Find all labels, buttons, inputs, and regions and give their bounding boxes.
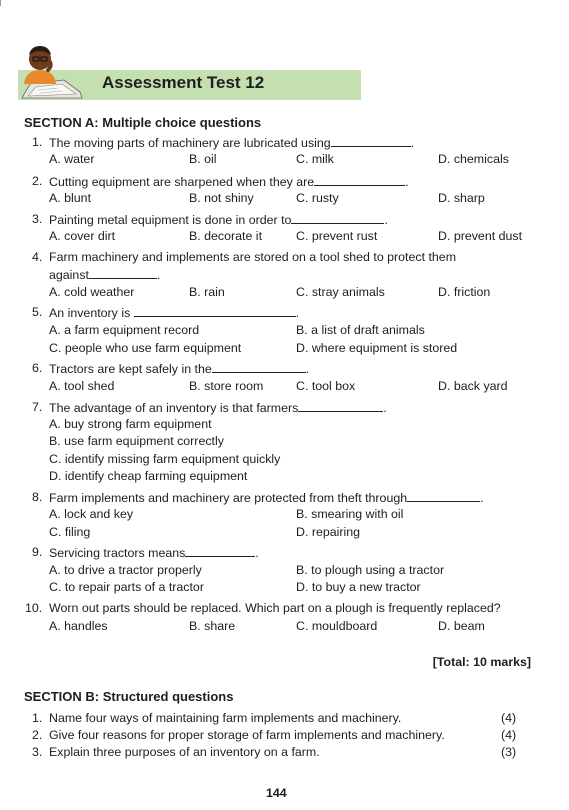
question-6-stem: Tractors are kept safely in the . [49, 362, 310, 376]
question-3-option-d: D. prevent dust [438, 229, 523, 243]
question-4-option-a: A. cold weather [49, 285, 135, 299]
question-8-option-b: B. smearing with oil [296, 507, 404, 521]
question-6-option-a: A. tool shed [49, 379, 115, 393]
question-7-stem: The advantage of an inventory is that farmers . [49, 401, 387, 415]
question-1-stem: The moving parts of machinery are lubricated using . [49, 136, 415, 150]
question-9-option-d: D. to buy a new tractor [296, 580, 421, 594]
question-2-stem: Cutting equipment are sharpened when they are . [49, 175, 409, 189]
question-10-number: 10. [25, 601, 43, 615]
question-4-stem-line1: Farm machinery and implements are stored on a tool shed to protect them [49, 250, 457, 264]
structured-question-3-text: Explain three purposes of an inventory on a farm. [49, 745, 320, 759]
structured-question-1-marks: (4) [501, 711, 517, 725]
question-3-number: 3. [32, 212, 43, 226]
page-number: 144 [266, 786, 287, 800]
question-7-option-b: B. use farm equipment correctly [49, 434, 224, 448]
question-2-option-c: C. rusty [296, 191, 339, 205]
question-1-option-b: B. oil [189, 152, 217, 166]
question-1-option-a: A. water [49, 152, 95, 166]
question-2-option-a: A. blunt [49, 191, 92, 205]
question-8-stem: Farm implements and machinery are protected from theft through . [49, 491, 484, 505]
question-8-option-d: D. repairing [296, 525, 361, 539]
structured-question-1-number: 1. [32, 711, 43, 725]
question-5-option-d: D. where equipment is stored [296, 341, 458, 355]
question-10-option-d: D. beam [438, 619, 485, 633]
question-5-stem: An inventory is . [49, 306, 300, 320]
section-a-total: [Total: 10 marks] [432, 655, 531, 669]
structured-question-1-text: Name four ways of maintaining farm implements and machinery. [49, 711, 402, 725]
question-5-option-a: A. a farm equipment record [49, 323, 200, 337]
page-title: Assessment Test 12 [102, 73, 265, 92]
page-corner-mark [0, 0, 1, 6]
question-2-number: 2. [32, 174, 43, 188]
question-1-option-c: C. milk [296, 152, 334, 166]
question-10-option-a: A. handles [49, 619, 108, 633]
question-10-option-b: B. share [189, 619, 236, 633]
question-4-option-b: B. rain [189, 285, 225, 299]
question-3-option-c: C. prevent rust [296, 229, 378, 243]
question-3-option-a: A. cover dirt [49, 229, 116, 243]
question-7-option-a: A. buy strong farm equipment [49, 417, 212, 431]
question-8-option-a: A. lock and key [49, 507, 134, 521]
question-8-number: 8. [32, 490, 43, 504]
question-6-option-b: B. store room [189, 379, 264, 393]
question-9-stem: Servicing tractors means . [49, 546, 259, 560]
structured-question-2-text: Give four reasons for proper storage of farm implements and machinery. [49, 728, 445, 742]
question-2-option-d: D. sharp [438, 191, 485, 205]
question-4-option-c: C. stray animals [296, 285, 385, 299]
question-4-number: 4. [32, 250, 43, 264]
question-6-number: 6. [32, 361, 43, 375]
question-1-option-d: D. chemicals [438, 152, 509, 166]
question-9-option-a: A. to drive a tractor properly [49, 563, 202, 577]
question-9-number: 9. [32, 545, 43, 559]
question-7-number: 7. [32, 400, 43, 414]
question-7-option-c: C. identify missing farm equipment quickly [49, 452, 281, 466]
question-1-number: 1. [32, 135, 43, 149]
question-9-option-c: C. to repair parts of a tractor [49, 580, 204, 594]
structured-question-3-number: 3. [32, 745, 43, 759]
question-5-option-c: C. people who use farm equipment [49, 341, 242, 355]
structured-question-3-marks: (3) [501, 745, 517, 759]
question-7-option-d: D. identify cheap farming equipment [49, 469, 248, 483]
question-6-option-c: C. tool box [296, 379, 356, 393]
structured-question-2-number: 2. [32, 728, 43, 742]
section-b-heading: SECTION B: Structured questions [24, 689, 234, 704]
question-10-stem: Worn out parts should be replaced. Which part on a plough is frequently replaced? [49, 601, 501, 615]
question-10-option-c: C. mouldboard [296, 619, 378, 633]
section-a-heading: SECTION A: Multiple choice questions [24, 115, 262, 130]
question-8-option-c: C. filing [49, 525, 91, 539]
question-4-option-d: D. friction [438, 285, 491, 299]
structured-question-2-marks: (4) [501, 728, 517, 742]
question-9-option-b: B. to plough using a tractor [296, 563, 445, 577]
question-5-number: 5. [32, 305, 43, 319]
question-5-option-b: B. a list of draft animals [296, 323, 425, 337]
question-3-option-b: B. decorate it [189, 229, 263, 243]
question-6-option-d: D. back yard [438, 379, 508, 393]
student-reading-icon [18, 40, 88, 102]
question-4-stem-line2: against . [49, 268, 161, 282]
question-3-stem: Painting metal equipment is done in order to . [49, 213, 388, 227]
question-2-option-b: B. not shiny [189, 191, 254, 205]
